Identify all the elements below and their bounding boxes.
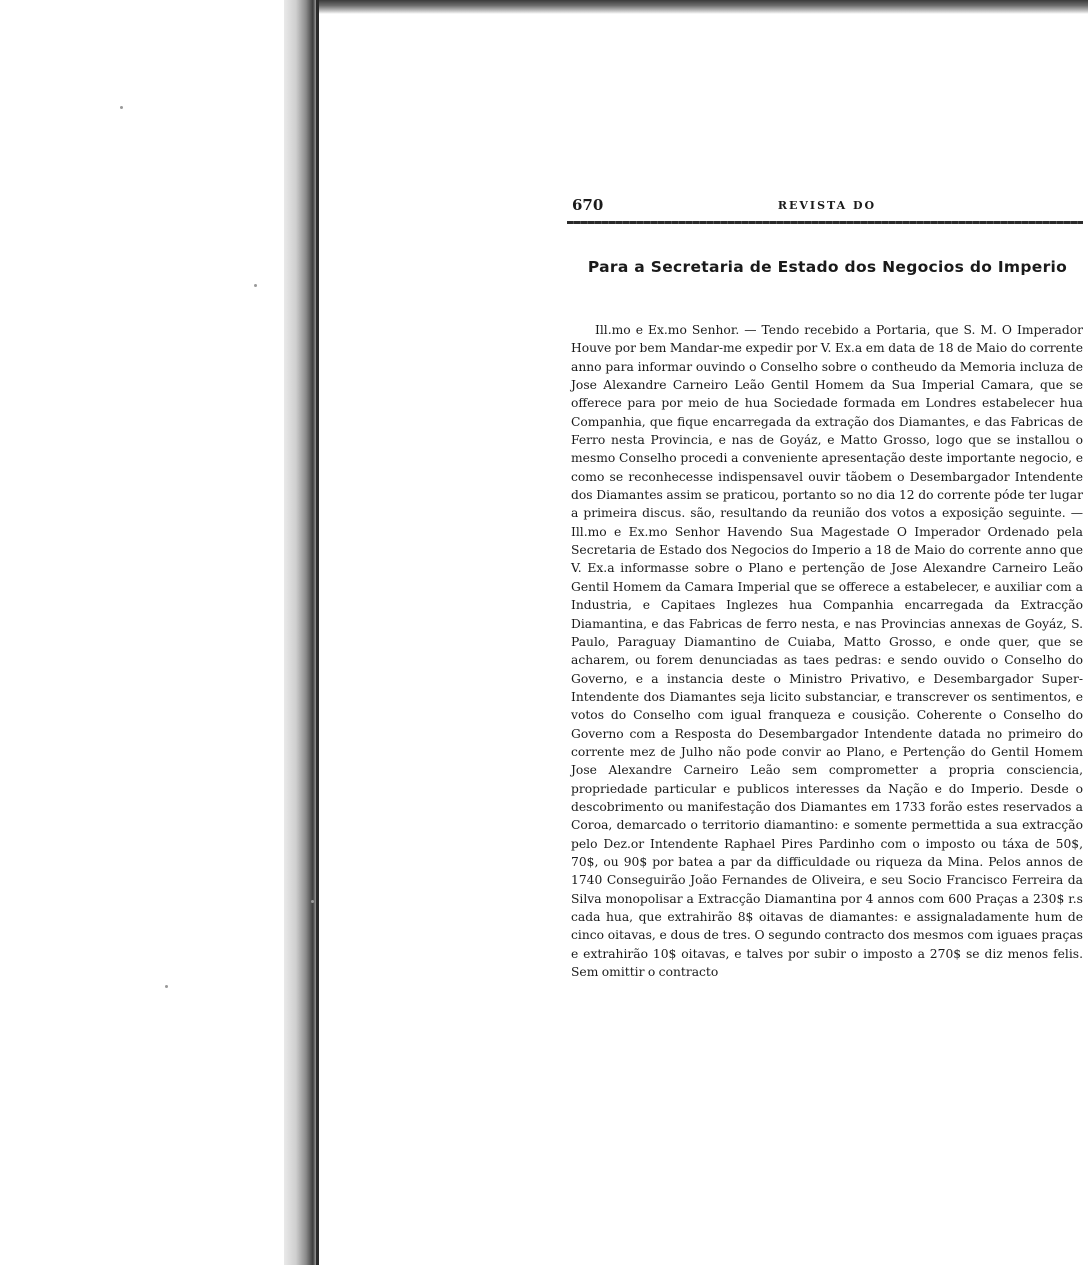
scan-speck — [254, 284, 257, 287]
header-rule — [567, 221, 1083, 224]
body-paragraph: Ill.mo e Ex.mo Senhor. — Tendo recebido a Portaria, que S. M. O Imperador Houve por bem Mandar-me expedir por V. Ex.a em data de 18 de Maio do corrente anno para informar ouvindo o Conselho sobre o contheudo da Memoria incluza de Jose Alexandre Carneiro Leão Gentil Homem da Sua Imperial Camara, que se offerece para por meio de hua Sociedade formada em Londres estabelecer hua Companhia, que fique encarregada da extração dos Diamantes, e das Fabricas de Ferro nesta Provincia, e nas de Goyáz, e Matto Grosso, logo que se installou o mesmo Conselho procedi a conveniente apresentação deste importante negocio, e como se reconhecesse indispensavel ouvir tãobem o Desembargador Intendente dos Diamantes assim se praticou, portanto so no dia 12 do corrente póde ter lugar a primeira discus. são, resultando da reunião dos votos a exposição seguinte. — Ill.mo e Ex.mo Senhor Havendo Sua Magestade O Imperador Ordenado pela Secretaria de Estado dos Negocios do Imperio a 18 de Maio do corrente anno que V. Ex.a informasse sobre o Plano e pertenção de Jose Alexandre Carneiro Leão Gentil Homem da Camara Imperial que se offerece a estabelecer, e auxiliar com a Industria, e Capitaes Inglezes hua Companhia encarregada da Extracção Diamantina, e das Fabricas de ferro nesta, e nas Provincias annexas de Goyáz, S. Paulo, Paraguay Diamantino de Cuiaba, Matto Grosso, e onde quer, que se acharem, ou forem denunciadas as taes pedras: e sendo ouvido o Conselho do Governo, e a instancia deste o Ministro Privativo, e Desembargador Super-Intendente dos Diamantes seja licito substanciar, e transcrever os sentimentos, e votos do Conselho com igual franqueza e cousição. Coherente o Conselho do Governo com a Resposta do Desembargador Intendente datada no primeiro do corrente mez de Julho não pode convir ao Plano, e Pertenção do Gentil Homem Jose Alexandre Carneiro Leão sem comprometter a propria consciencia, propriedade particular e publicos interesses da Nação e do Imperio. Desde o descobrimento ou manifestação dos Diamantes em 1733 forão estes reservados a Coroa, demarcado o territorio diamantino: e somente permettida a sua extracção pelo Dez.or Intendente Raphael Pires Pardinho com o imposto ou táxa de 50$, 70$, ou 90$ por batea a par da difficuldade ou riqueza da Mina. Pelos annos de 1740 Conseguirão João Fernandes de Oliveira, e seu Socio Francisco Ferreira da Silva monopolisar a Extracção Diamantina por 4 annos com 600 Praças a 230$ r.s cada hua, que extrahirão 8$ oitavas de diamantes: e assignaladamente hum de cinco oitavas, e dous de tres. O segundo contracto dos mesmos com iguaes praças e extrahirão 10$ oitavas, e talves por subir o imposto a 270$ se diz menos felis. Sem omittir o contracto — [571, 323, 1083, 980]
section-heading: Para a Secretaria de Estado dos Negocios do Imperio — [587, 258, 1068, 276]
book-spine-shadow — [284, 0, 318, 1265]
book-spine-edge — [316, 0, 319, 1265]
scan-speck — [120, 106, 123, 109]
running-head: REVISTA DO — [777, 199, 877, 212]
page-number: 670 — [572, 196, 604, 214]
scan-speck — [311, 900, 314, 903]
page-header — [572, 196, 1082, 218]
scan-speck — [165, 985, 168, 988]
page-top-edge-shadow — [300, 0, 1088, 14]
